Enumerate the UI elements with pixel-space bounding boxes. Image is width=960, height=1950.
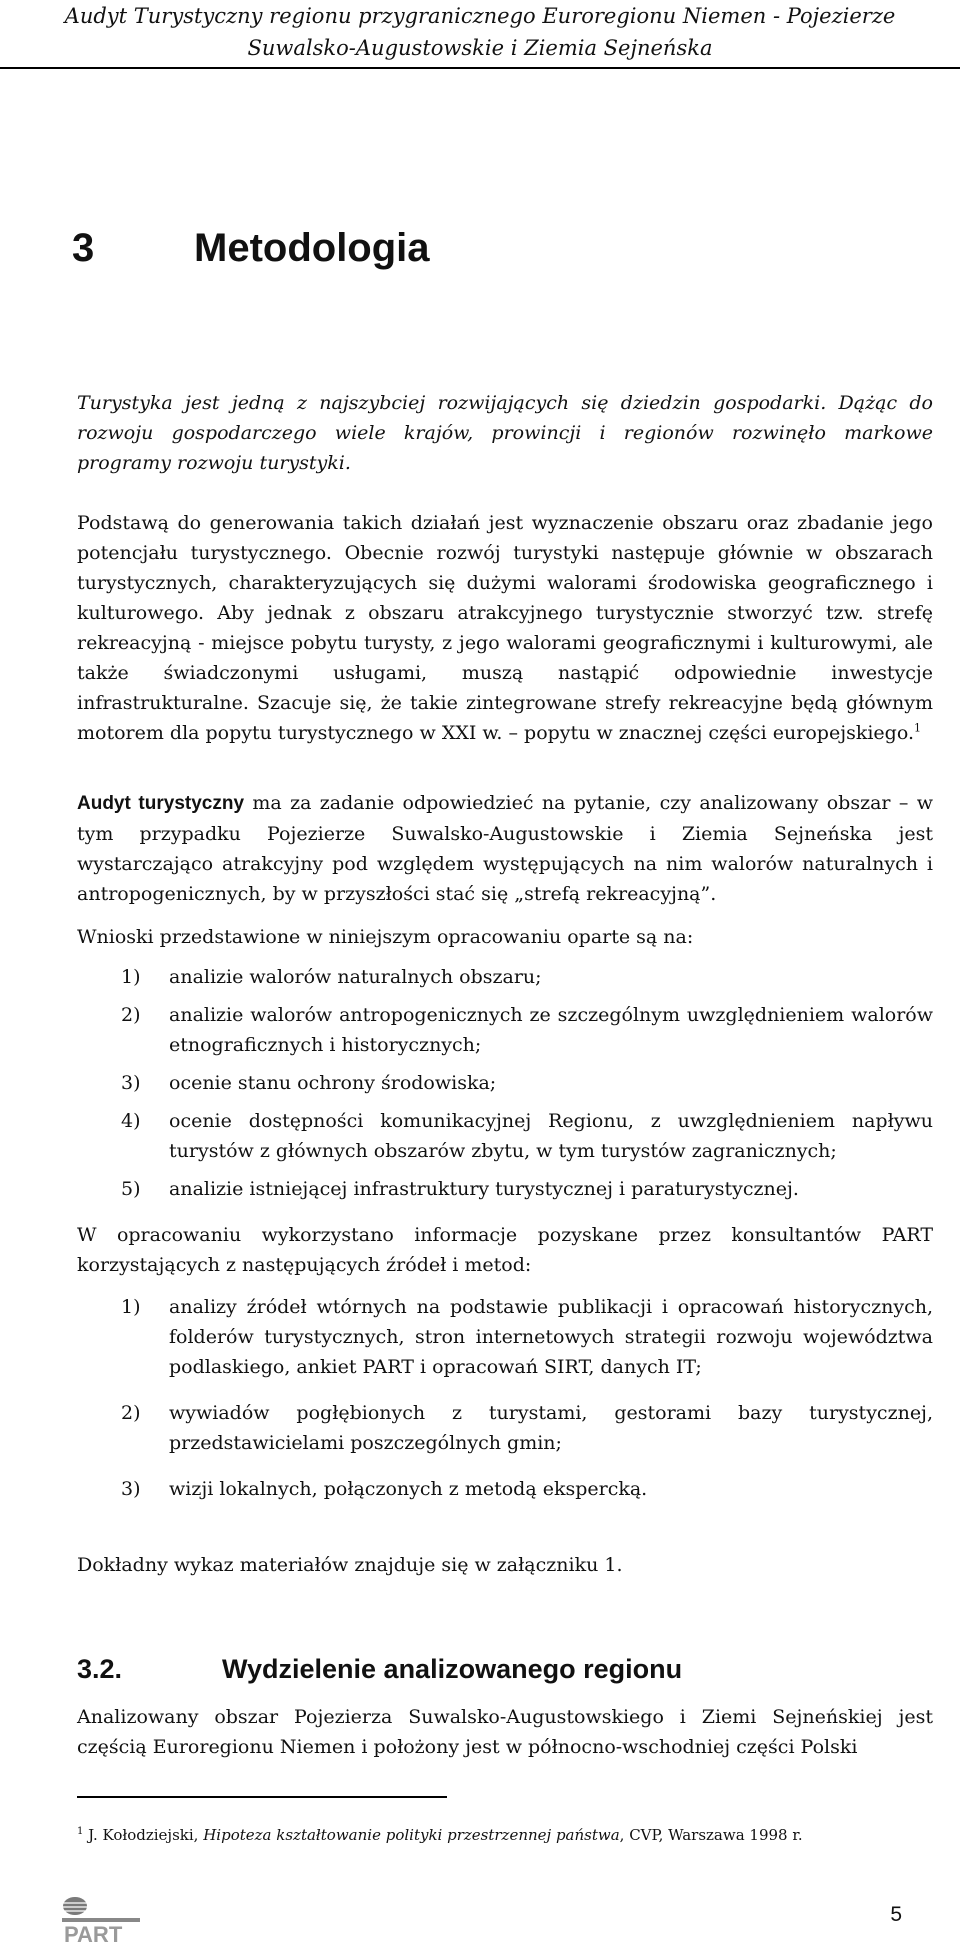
subsection-number: 3.2. bbox=[77, 1654, 123, 1684]
paragraph-4 bbox=[77, 1220, 933, 1280]
intro-paragraph bbox=[77, 388, 933, 478]
conclusions-list-item-text: analizie istniejącej infrastruktury turystycznej i paraturystycznej. bbox=[169, 1178, 799, 1200]
conclusions-list-item-number: 3) bbox=[121, 1072, 141, 1094]
subsection-title: Wydzielenie analizowanego regionu bbox=[222, 1654, 683, 1684]
audit-term: Audyt turystyczny bbox=[77, 793, 245, 814]
sources-list-item-number: 1) bbox=[121, 1296, 141, 1318]
conclusions-list-item bbox=[77, 1068, 933, 1098]
header-rule bbox=[0, 67, 960, 69]
conclusions-list bbox=[77, 962, 933, 1212]
paragraph-6 bbox=[77, 1702, 933, 1762]
footnote-rule bbox=[77, 1796, 447, 1798]
sources-list-item bbox=[77, 1292, 933, 1382]
paragraph-3 bbox=[77, 922, 933, 952]
footnote-title: Hipoteza kształtowanie polityki przestrzennej państwa bbox=[203, 1826, 620, 1844]
conclusions-list-item-number: 5) bbox=[121, 1178, 141, 1200]
sources-list-item-text: analizy źródeł wtórnych na podstawie publikacji i opracowań historycznych, folderów turystycznych, stron internetowych strategii rozwoju województwa podlaskiego, ankiet PART i opracowań SIRT, danych IT; bbox=[169, 1296, 933, 1378]
sources-list-item-text: wywiadów pogłębionych z turystami, gestorami bazy turystycznej, przedstawicielami poszczególnych gmin; bbox=[169, 1402, 933, 1454]
subsection-heading bbox=[77, 1654, 682, 1685]
conclusions-list-item-text: ocenie dostępności komunikacyjnej Regionu, z uwzględnieniem napływu turystów z głównych obszarów zbytu, w tym turystów zagranicznych; bbox=[169, 1110, 933, 1162]
conclusions-list-item-text: analizie walorów antropogenicznych ze szczególnym uwzględnieniem walorów etnograficznych i historycznych; bbox=[169, 1004, 933, 1056]
section-title: Metodologia bbox=[194, 226, 430, 270]
section-number: 3 bbox=[72, 226, 95, 270]
sources-list-item-text: wizji lokalnych, połączonych z metodą ekspercką. bbox=[169, 1478, 648, 1500]
paragraph-2-text: ma za zadanie odpowiedzieć na pytanie, czy analizowany obszar – w tym przypadku Pojezierze Suwalsko-Augustowskie i Ziemia Sejneńska jest wystarczająco atrakcyjny pod względem występujących na nim walorów naturalnych i antropogenicznych, by w przyszłości stać się „strefą rekreacyjną”. bbox=[77, 792, 933, 905]
footnote-ref-1[interactable]: 1 bbox=[913, 721, 921, 735]
footnote-number: 1 bbox=[77, 1826, 84, 1837]
paragraph-6-text: Analizowany obszar Pojezierza Suwalsko-Augustowskiego i Ziemi Sejneńskiej jest częścią Euroregionu Niemen i położony jest w północno-wschodniej części Polski bbox=[77, 1706, 933, 1758]
conclusions-list-item-number: 2) bbox=[121, 1004, 141, 1026]
page-number: 5 bbox=[890, 1903, 902, 1926]
footnote-author: J. Kołodziejski, bbox=[83, 1826, 204, 1844]
conclusions-list-item-text: ocenie stanu ochrony środowiska; bbox=[169, 1072, 497, 1094]
part-logo bbox=[62, 1895, 158, 1945]
paragraph-1 bbox=[77, 508, 933, 748]
running-header bbox=[0, 0, 960, 64]
paragraph-3-text: Wnioski przedstawione w niniejszym opracowaniu oparte są na: bbox=[77, 926, 694, 948]
paragraph-4-text: W opracowaniu wykorzystano informacje pozyskane przez konsultantów PART korzystających z następujących źródeł i metod: bbox=[77, 1224, 933, 1276]
intro-text: Turystyka jest jedną z najszybciej rozwijających się dziedzin gospodarki. Dążąc do rozwoju gospodarczego wiele krajów, prowincji i regionów rozwinęło markowe programy rozwoju turystyki. bbox=[77, 392, 933, 474]
header-line-1: Audyt Turystyczny regionu przygranicznego Euroregionu Niemen - Pojezierze bbox=[64, 4, 896, 28]
conclusions-list-item bbox=[77, 1106, 933, 1166]
sources-list-item bbox=[77, 1398, 933, 1458]
conclusions-list-item bbox=[77, 1000, 933, 1060]
conclusions-list-item-number: 4) bbox=[121, 1110, 141, 1132]
sources-list-item-number: 2) bbox=[121, 1402, 141, 1424]
sources-list-item-number: 3) bbox=[121, 1478, 141, 1500]
sources-list-item bbox=[77, 1474, 933, 1504]
paragraph-5 bbox=[77, 1550, 933, 1580]
footnote bbox=[77, 1826, 803, 1844]
conclusions-list-item bbox=[77, 1174, 933, 1204]
conclusions-list-item-number: 1) bbox=[121, 966, 141, 988]
paragraph-5-text: Dokładny wykaz materiałów znajduje się w załączniku 1. bbox=[77, 1554, 623, 1576]
paragraph-1-text: Podstawą do generowania takich działań jest wyznaczenie obszaru oraz zbadanie jego potencjału turystycznego. Obecnie rozwój turystyki następuje głównie w obszarach turystycznych, charakteryzujących się dużymi walorami środowiska geograficznego i kulturowego. Aby jednak z obszaru atrakcyjnego turystycznie stworzyć tzw. strefę rekreacyjną - miejsce pobytu turysty, z jego walorami geograficznymi i kulturowymi, ale także świadczonymi usługami, muszą nastąpić odpowiednie inwestycje infrastrukturalne. Szacuje się, że takie zintegrowane strefy rekreacyjne będą głównym motorem dla popytu turystycznego w XXI w. – popytu w znacznej części europejskiego. bbox=[77, 512, 933, 744]
section-heading bbox=[72, 226, 430, 271]
conclusions-list-item-text: analizie walorów naturalnych obszaru; bbox=[169, 966, 542, 988]
logo-text: PART bbox=[64, 1922, 123, 1945]
header-line-2: Suwalsko-Augustowskie i Ziemia Sejneńska bbox=[247, 36, 713, 60]
paragraph-2 bbox=[77, 788, 933, 909]
sources-list bbox=[77, 1292, 933, 1520]
footnote-publisher: , CVP, Warszawa 1998 r. bbox=[619, 1826, 803, 1844]
conclusions-list-item bbox=[77, 962, 933, 992]
